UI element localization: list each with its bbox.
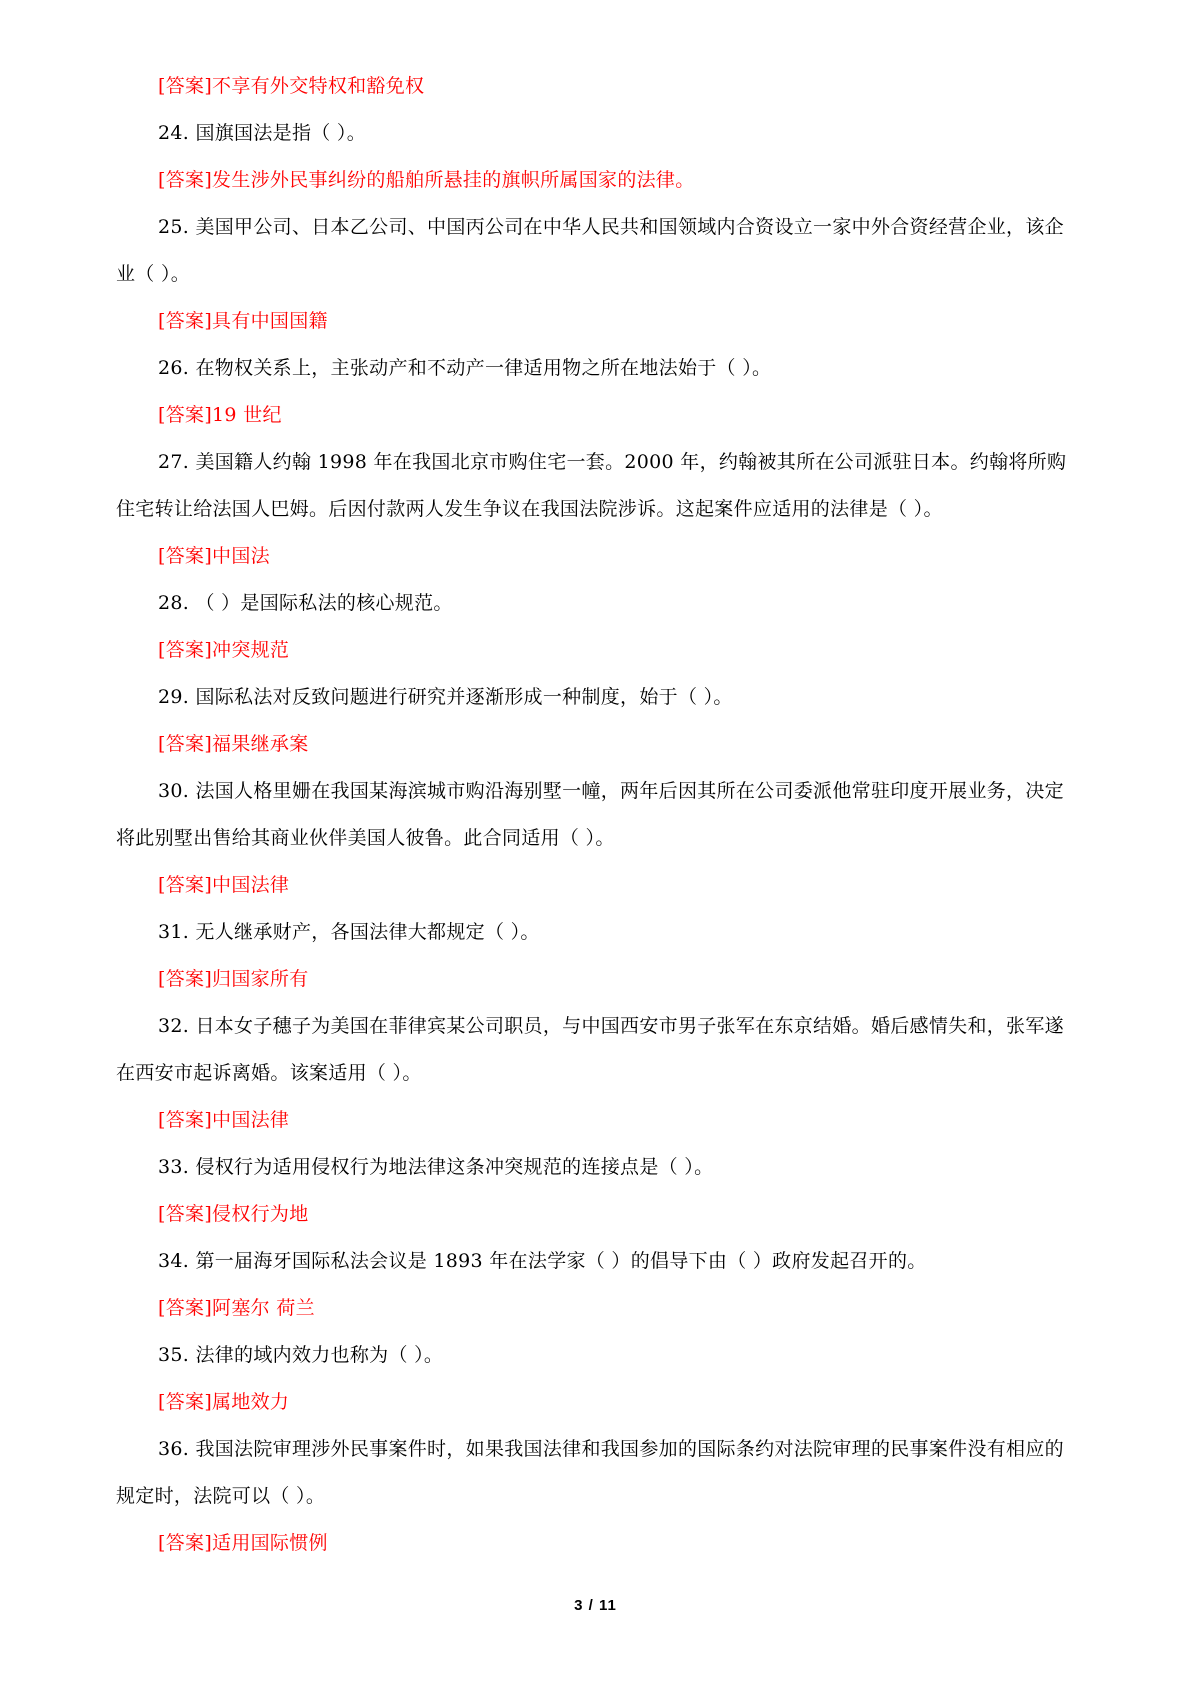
question-text: 36. 我国法院审理涉外民事案件时，如果我国法律和我国参加的国际条约对法院审理的民事案件没有相应的规定时，法院可以（ ）。 — [116, 1438, 1064, 1507]
answer-label: [答案] — [158, 310, 213, 332]
answer-text: 中国法 — [212, 545, 270, 567]
answer-label: [答案] — [158, 639, 213, 661]
question-line — [116, 768, 1082, 862]
answer-line — [116, 1097, 1082, 1144]
question-text: 33. 侵权行为适用侵权行为地法律这条冲突规范的连接点是（ ）。 — [158, 1156, 714, 1178]
answer-line — [116, 1191, 1082, 1238]
answer-line — [116, 862, 1082, 909]
answer-line — [116, 956, 1082, 1003]
question-line — [116, 1332, 1082, 1379]
answer-label: [答案] — [158, 545, 213, 567]
question-line — [116, 1426, 1082, 1520]
question-line — [116, 1238, 1082, 1285]
document-content — [116, 63, 1082, 1567]
answer-label: [答案] — [158, 404, 213, 426]
answer-line — [116, 1379, 1082, 1426]
answer-label: [答案] — [158, 1203, 213, 1225]
answer-text: 侵权行为地 — [212, 1203, 309, 1225]
answer-line — [116, 627, 1082, 674]
answer-line — [116, 392, 1082, 439]
answer-label: [答案] — [158, 1532, 213, 1554]
question-text: 25. 美国甲公司、日本乙公司、中国丙公司在中华人民共和国领域内合资设立一家中外合资经营企业，该企业（ ）。 — [116, 216, 1064, 285]
answer-line — [116, 1285, 1082, 1332]
question-text: 35. 法律的域内效力也称为（ ）。 — [158, 1344, 444, 1366]
answer-line — [116, 721, 1082, 768]
answer-text: 归国家所有 — [212, 968, 309, 990]
question-text: 31. 无人继承财产，各国法律大都规定（ ）。 — [158, 921, 540, 943]
answer-label: [答案] — [158, 75, 213, 97]
question-text: 32. 日本女子穗子为美国在菲律宾某公司职员，与中国西安市男子张军在东京结婚。婚后感情失和，张军遂在西安市起诉离婚。该案适用（ ）。 — [116, 1015, 1064, 1084]
page-number: 3 / 11 — [574, 1597, 617, 1614]
question-line — [116, 674, 1082, 721]
answer-text: 冲突规范 — [212, 639, 290, 661]
question-text: 34. 第一届海牙国际私法会议是 1893 年在法学家（ ）的倡导下由（ ）政府发起召开的。 — [158, 1250, 927, 1272]
answer-label: [答案] — [158, 1109, 213, 1131]
question-line — [116, 909, 1082, 956]
question-line — [116, 110, 1082, 157]
answer-text: 不享有外交特权和豁免权 — [212, 75, 425, 97]
question-line — [116, 345, 1082, 392]
answer-text: 适用国际惯例 — [212, 1532, 328, 1554]
answer-label: [答案] — [158, 1297, 213, 1319]
question-line — [116, 204, 1082, 298]
answer-label: [答案] — [158, 968, 213, 990]
question-text: 26. 在物权关系上，主张动产和不动产一律适用物之所在地法始于（ ）。 — [158, 357, 772, 379]
answer-label: [答案] — [158, 874, 213, 896]
answer-line — [116, 298, 1082, 345]
question-text: 24. 国旗国法是指（ ）。 — [158, 122, 366, 144]
answer-text: 19 世纪 — [212, 404, 282, 426]
answer-label: [答案] — [158, 169, 213, 191]
answer-label: [答案] — [158, 733, 213, 755]
answer-text: 中国法律 — [212, 874, 290, 896]
answer-text: 福果继承案 — [212, 733, 309, 755]
question-text: 28. （ ）是国际私法的核心规范。 — [158, 592, 453, 614]
question-line — [116, 439, 1082, 533]
answer-label: [答案] — [158, 1391, 213, 1413]
answer-line — [116, 1520, 1082, 1567]
answer-line — [116, 63, 1082, 110]
answer-text: 发生涉外民事纠纷的船舶所悬挂的旗帜所属国家的法律。 — [212, 169, 695, 191]
question-text: 30. 法国人格里姗在我国某海滨城市购沿海别墅一幢，两年后因其所在公司委派他常驻印度开展业务，决定将此别墅出售给其商业伙伴美国人彼鲁。此合同适用（ ）。 — [116, 780, 1064, 849]
answer-text: 属地效力 — [212, 1391, 290, 1413]
answer-text: 具有中国国籍 — [212, 310, 328, 332]
answer-line — [116, 533, 1082, 580]
question-text: 27. 美国籍人约翰 1998 年在我国北京市购住宅一套。2000 年，约翰被其所在公司派驻日本。约翰将所购住宅转让给法国人巴姆。后因付款两人发生争议在我国法院涉诉。这起案件应适用的法律是（ ）。 — [116, 451, 1067, 520]
answer-line — [116, 157, 1082, 204]
answer-text: 阿塞尔 荷兰 — [212, 1297, 315, 1319]
question-line — [116, 580, 1082, 627]
question-line — [116, 1003, 1082, 1097]
question-text: 29. 国际私法对反致问题进行研究并逐渐形成一种制度，始于（ ）。 — [158, 686, 733, 708]
question-line — [116, 1144, 1082, 1191]
answer-text: 中国法律 — [212, 1109, 290, 1131]
